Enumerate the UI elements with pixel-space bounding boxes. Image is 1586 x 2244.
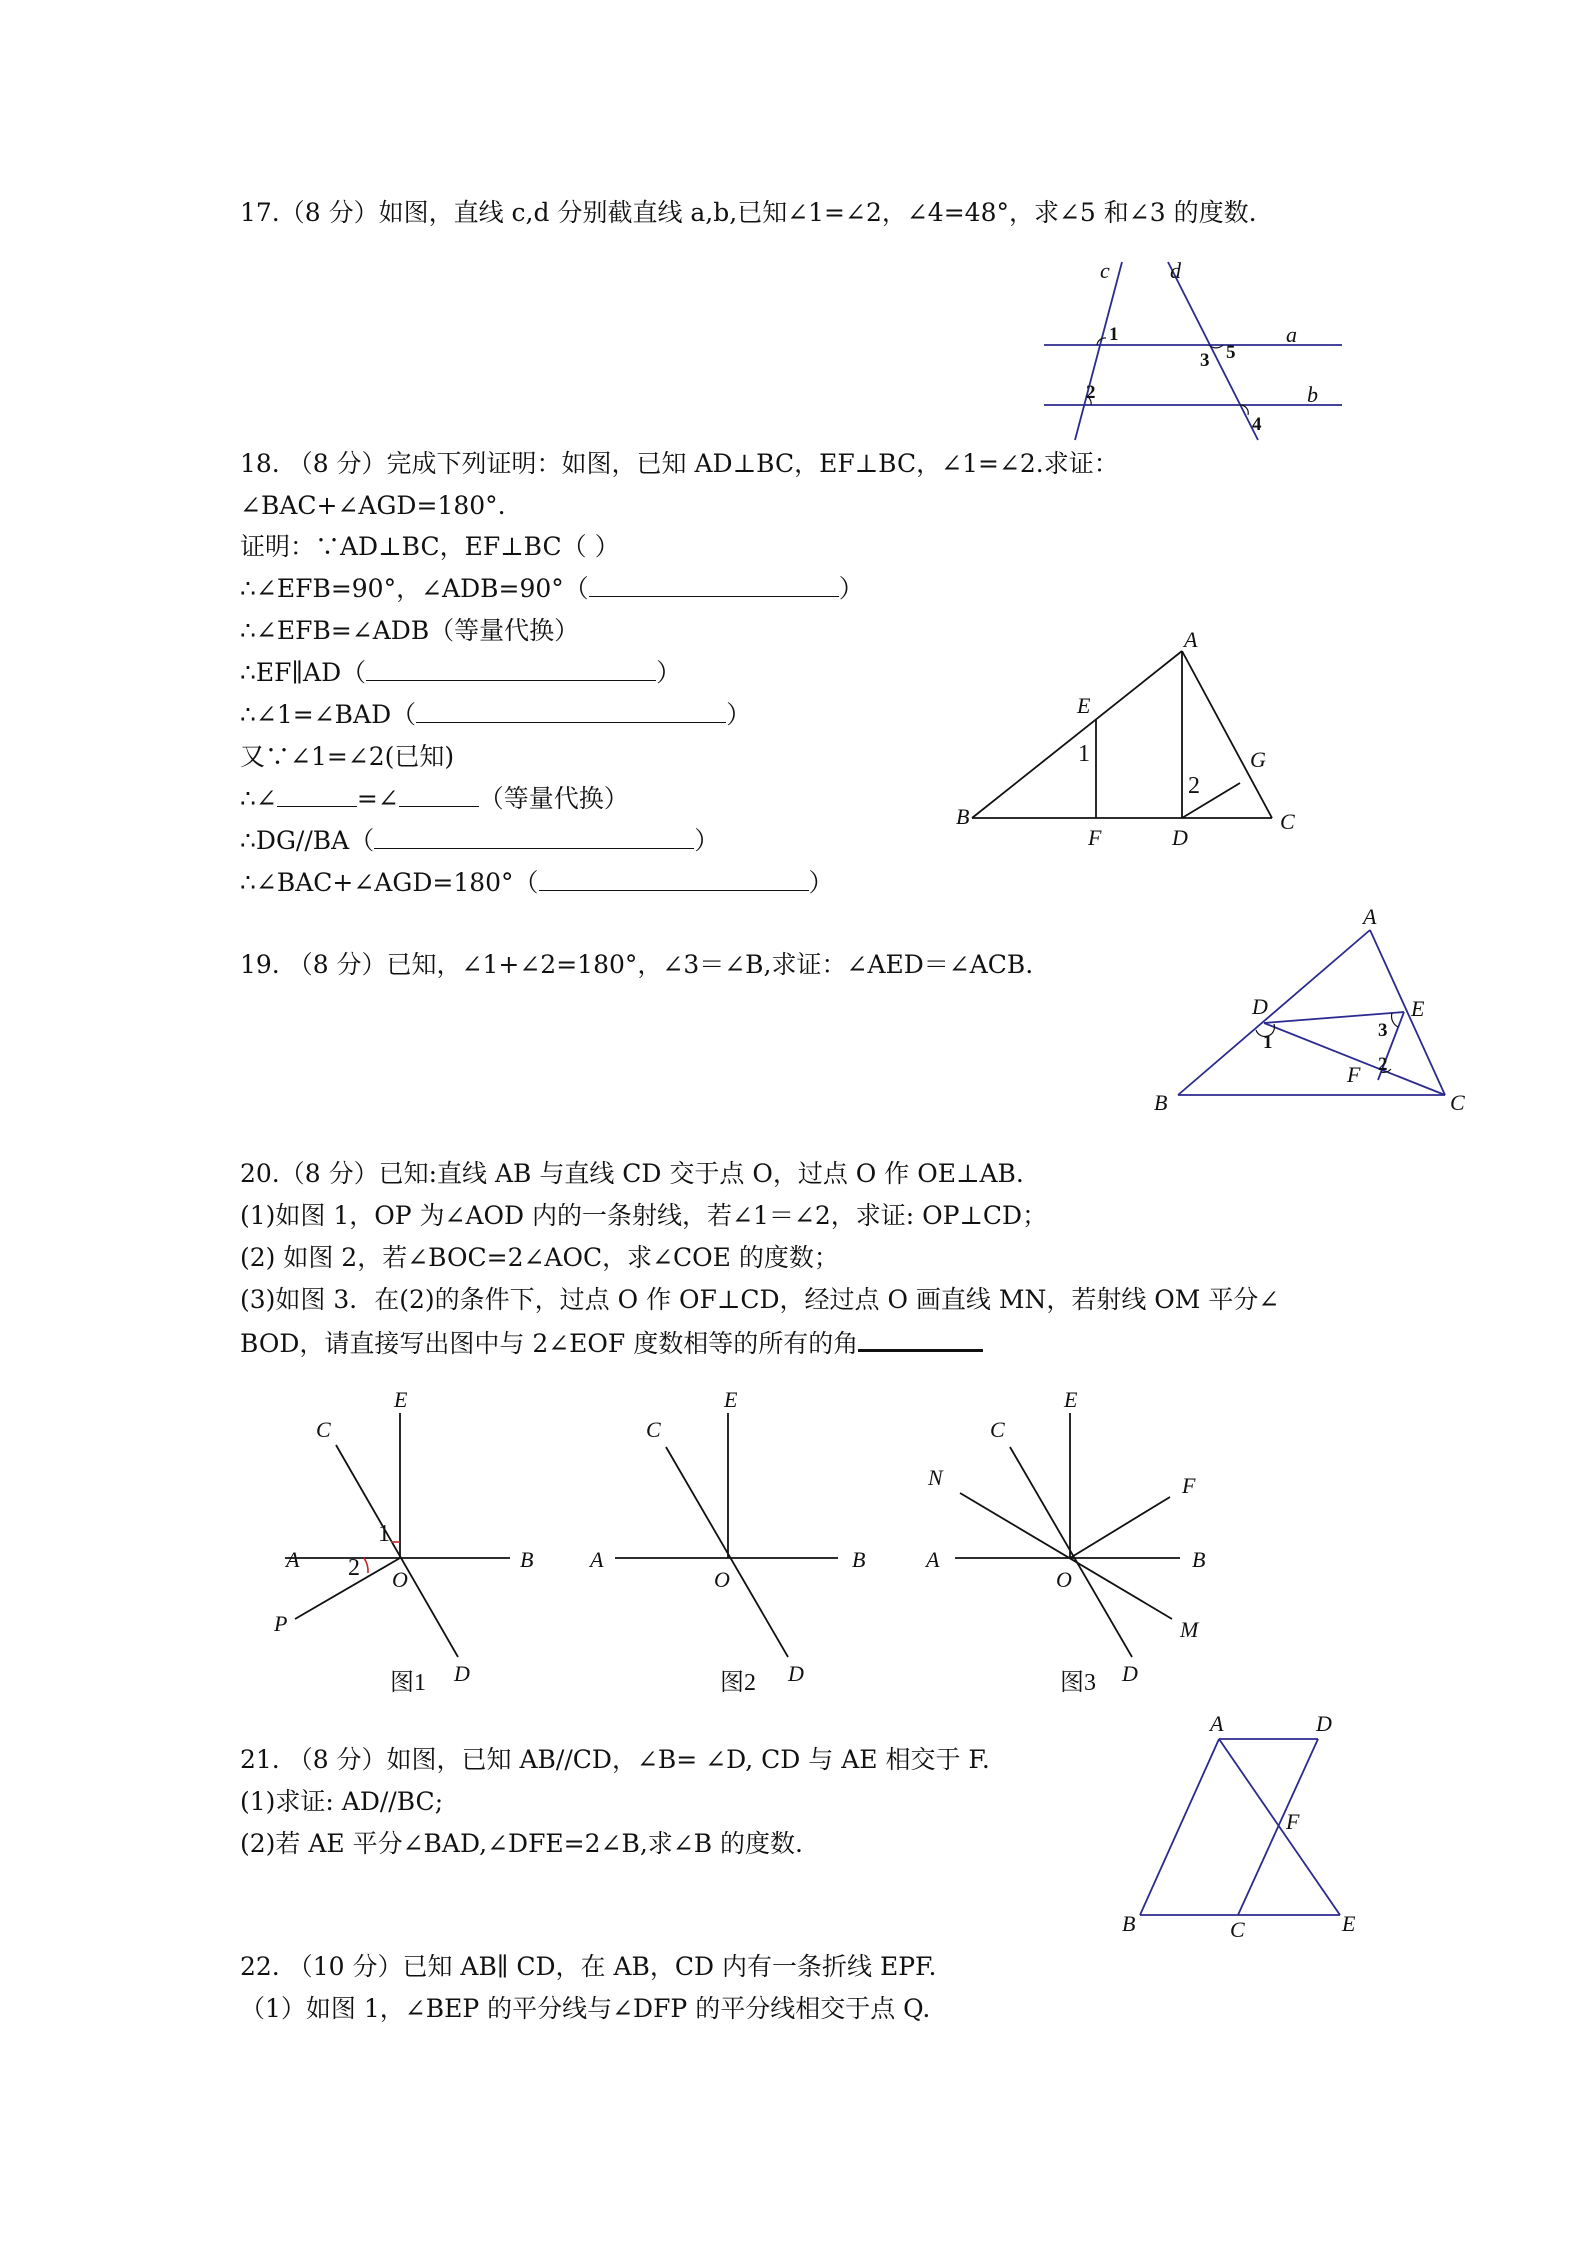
q20-f3-D: D — [1122, 1661, 1138, 1686]
q17-angle-2: 2 — [1086, 382, 1096, 403]
q20-f2-A: A — [590, 1547, 604, 1572]
q19-angle-2: 2 — [1378, 1054, 1388, 1075]
q20-line-2: (1)如图 1，OP 为∠AOD 内的一条射线，若∠1＝∠2，求证: OP⊥CD； — [240, 1201, 1048, 1230]
q20-f2-E: E — [724, 1387, 738, 1412]
q20-line-3: (2) 如图 2，若∠BOC=2∠AOC，求∠COE 的度数； — [240, 1243, 839, 1272]
q18-line-1: 18. （8 分）完成下列证明：如图，已知 AD⊥BC，EF⊥BC，∠1=∠2.求证： — [240, 449, 1119, 478]
q20-f1-O: O — [392, 1567, 408, 1592]
q20-line-1: 20.（8 分）已知:直线 AB 与直线 CD 交于点 O，过点 O 作 OE⊥AB. — [240, 1159, 1024, 1188]
q21-label-D: D — [1316, 1711, 1332, 1736]
q20-answer-blank[interactable] — [858, 1325, 983, 1352]
q19-figure — [1140, 900, 1480, 1122]
q20-f1-P: P — [274, 1611, 288, 1636]
q17-angle-5: 5 — [1226, 342, 1236, 363]
q18-line-7: ∴∠1=∠BAD（ ） — [240, 700, 752, 729]
q18-blank-1[interactable] — [589, 572, 839, 597]
q21-label-C: C — [1230, 1917, 1245, 1942]
q17-figure — [1030, 258, 1350, 448]
q21-label-F: F — [1286, 1809, 1300, 1834]
q20-f3-F: F — [1182, 1473, 1196, 1498]
q19-label-E: E — [1411, 996, 1425, 1021]
q17-label-c: c — [1100, 258, 1110, 283]
q20-f3-B: B — [1192, 1547, 1206, 1572]
q18-label-B: B — [956, 804, 970, 829]
q20-figure-1 — [240, 1385, 570, 1705]
q20-f2-D: D — [788, 1661, 804, 1686]
q19-label-C: C — [1450, 1090, 1465, 1115]
q17-angle-3: 3 — [1200, 350, 1210, 371]
q17-text: 17.（8 分）如图，直线 c,d 分别截直线 a,b,已知∠1=∠2，∠4=48°，求∠5 和∠3 的度数. — [240, 198, 1257, 227]
q20-line-5: BOD，请直接写出图中与 2∠EOF 度数相等的所有的角 — [240, 1325, 983, 1361]
q17-angle-1: 1 — [1109, 324, 1119, 345]
q20-f1-E: E — [394, 1387, 408, 1412]
q19-label-D: D — [1252, 994, 1268, 1019]
q18-label-G: G — [1250, 747, 1266, 772]
q18-label-D: D — [1172, 825, 1188, 850]
q18-blank-2[interactable] — [366, 656, 656, 681]
q18-figure — [950, 625, 1300, 855]
q20-f2-C: C — [646, 1417, 661, 1442]
q18-angle-1: 1 — [1078, 741, 1090, 767]
q20-f1-D: D — [454, 1661, 470, 1686]
q20-f1-C: C — [316, 1417, 331, 1442]
q20-f1-angle-2: 2 — [348, 1555, 360, 1581]
q18-label-A: A — [1184, 627, 1198, 652]
q18-line-6: ∴EF∥AD（ ） — [240, 658, 682, 687]
q18-blank-5[interactable] — [399, 782, 479, 807]
q20-f3-caption: 图3 — [1060, 1670, 1096, 1696]
q21-label-E: E — [1342, 1911, 1356, 1936]
q19-text: 19. （8 分）已知，∠1+∠2=180°，∠3＝∠B,求证：∠AED＝∠ACB. — [240, 950, 1034, 979]
q21-figure — [1110, 1705, 1370, 1945]
q19-label-F: F — [1347, 1062, 1361, 1087]
q20-f3-C: C — [990, 1417, 1005, 1442]
q21-label-B: B — [1122, 1911, 1136, 1936]
q18-line-3: 证明：∵AD⊥BC，EF⊥BC（ ） — [240, 532, 620, 561]
q21-line-1: 21. （8 分）如图，已知 AB//CD，∠B= ∠D, CD 与 AE 相交于 F. — [240, 1745, 990, 1774]
q21-line-2: (1)求证: AD//BC; — [240, 1787, 444, 1816]
q19-label-B: B — [1154, 1090, 1168, 1115]
q18-label-E: E — [1077, 693, 1091, 718]
q21-label-A: A — [1210, 1711, 1224, 1736]
q19-angle-3: 3 — [1378, 1020, 1388, 1041]
q20-f3-O: O — [1056, 1567, 1072, 1592]
q20-figure-3 — [910, 1385, 1230, 1705]
q18-label-F: F — [1088, 825, 1102, 850]
q22-line-2: （1）如图 1，∠BEP 的平分线与∠DFP 的平分线相交于点 Q. — [240, 1994, 931, 2023]
q18-blank-4[interactable] — [277, 782, 357, 807]
q17-label-d: d — [1170, 258, 1181, 283]
q20-f3-E: E — [1064, 1387, 1078, 1412]
q20-line-4: (3)如图 3．在(2)的条件下，过点 O 作 OF⊥CD，经过点 O 画直线 MN，若射线 OM 平分∠ — [240, 1285, 1280, 1314]
q20-f3-A: A — [926, 1547, 940, 1572]
q17-label-b: b — [1307, 382, 1318, 407]
q20-f1-caption: 图1 — [390, 1670, 426, 1696]
q19-label-A: A — [1363, 904, 1377, 929]
q20-f1-angle-1: 1 — [378, 1521, 390, 1547]
q18-line-2: ∠BAC+∠AGD=180°. — [240, 491, 506, 520]
q20-f1-B: B — [520, 1547, 534, 1572]
q18-line-5: ∴∠EFB=∠ADB（等量代换） — [240, 616, 580, 645]
q18-line-10: ∴DG//BA（ ） — [240, 826, 720, 855]
q20-f3-M: M — [1180, 1617, 1199, 1642]
q18-angle-2: 2 — [1188, 773, 1200, 799]
q18-label-C: C — [1280, 809, 1295, 834]
q18-blank-6[interactable] — [374, 824, 694, 849]
q20-f2-O: O — [714, 1567, 730, 1592]
q20-f3-N: N — [928, 1465, 943, 1490]
q18-line-8: 又∵∠1=∠2(已知) — [240, 742, 455, 771]
q17-label-a: a — [1286, 322, 1297, 347]
q20-figure-2 — [580, 1385, 900, 1705]
q19-angle-1: 1 — [1263, 1032, 1273, 1053]
q18-blank-3[interactable] — [416, 698, 726, 723]
q18-line-11: ∴∠BAC+∠AGD=180°（ ） — [240, 868, 834, 897]
q18-blank-7[interactable] — [539, 866, 809, 891]
q20-f2-B: B — [852, 1547, 866, 1572]
q18-line-9: ∴∠ =∠ （等量代换） — [240, 784, 629, 813]
q20-f1-A: A — [286, 1547, 300, 1572]
q22-line-1: 22. （10 分）已知 AB∥ CD，在 AB，CD 内有一条折线 EPF. — [240, 1952, 937, 1981]
q17-angle-4: 4 — [1252, 414, 1262, 435]
q18-line-4: ∴∠EFB=90°，∠ADB=90°（ ） — [240, 574, 864, 603]
q21-line-3: (2)若 AE 平分∠BAD,∠DFE=2∠B,求∠B 的度数. — [240, 1829, 804, 1858]
q20-f2-caption: 图2 — [720, 1670, 756, 1696]
